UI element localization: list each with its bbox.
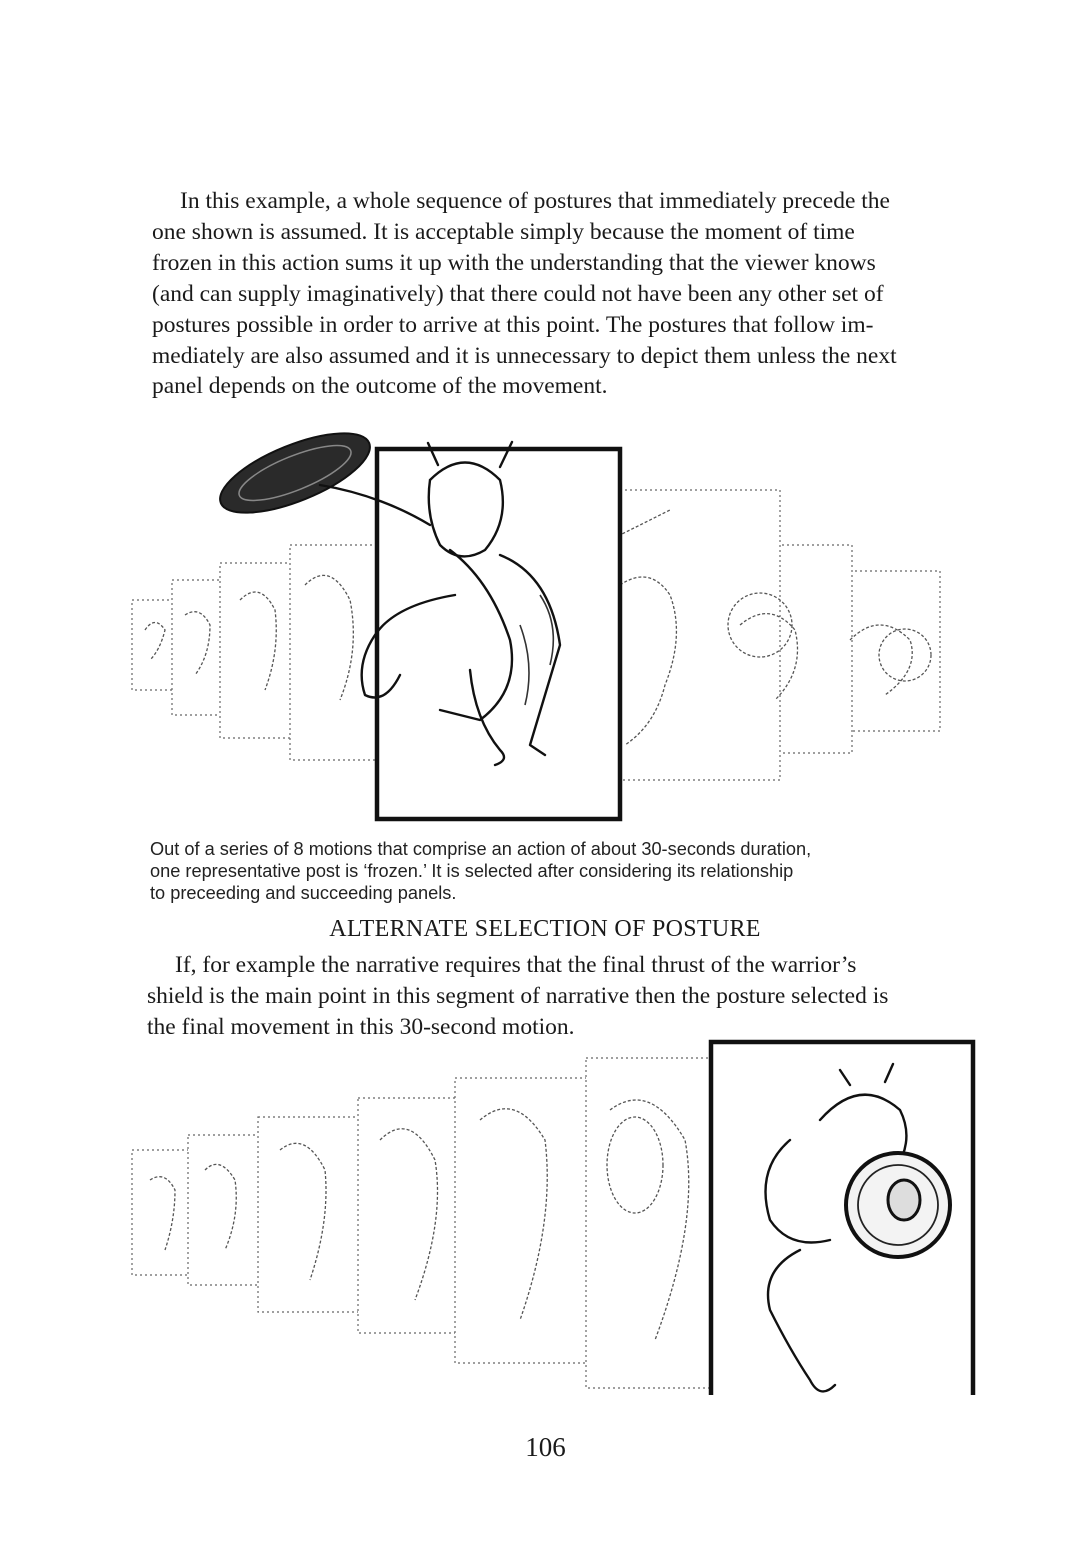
sketch-panel	[455, 1078, 595, 1363]
text-line: In this example, a whole sequence of postures that immediately precede the	[180, 188, 890, 214]
text-line: the final movement in this 30-second motion.	[147, 1013, 575, 1040]
sketch-panel	[258, 1117, 366, 1312]
motion-sequence-figure-2	[0, 1030, 1091, 1395]
section-heading: ALTERNATE SELECTION OF POSTURE	[329, 916, 761, 942]
shield-drawing	[210, 425, 379, 529]
figure-caption	[150, 838, 940, 904]
text-line: frozen in this action sums it up with the understanding that the viewer knows	[152, 249, 876, 276]
text-line: one shown is assumed. It is acceptable simply because the moment of time	[152, 218, 855, 245]
motion-sequence-figure-1	[0, 425, 1091, 830]
page-number: 106	[525, 1432, 566, 1462]
text-line: (and can supply imaginatively) that there could not have been any other set of	[152, 280, 884, 307]
caption-line: to preceeding and succeeding panels.	[150, 883, 457, 903]
text-line: postures possible in order to arrive at this point. The postures that follow im-	[152, 311, 874, 338]
sketch-panel	[132, 600, 177, 690]
text-line: panel depends on the outcome of the movement.	[152, 373, 608, 400]
alternate-paragraph	[147, 950, 933, 1043]
caption-line: one representative post is ‘frozen.’ It is selected after considering its relationship	[150, 861, 794, 881]
caption-line: Out of a series of 8 motions that comprise an action of about 30-seconds duration,	[150, 839, 812, 859]
text-line: shield is the main point in this segment of narrative then the posture selected is	[147, 982, 889, 1009]
text-line: If, for example the narrative requires that the final thrust of the warrior’s	[175, 952, 857, 978]
intro-paragraph	[152, 186, 940, 402]
text-line: mediately are also assumed and it is unnecessary to depict them unless the next	[152, 342, 897, 369]
